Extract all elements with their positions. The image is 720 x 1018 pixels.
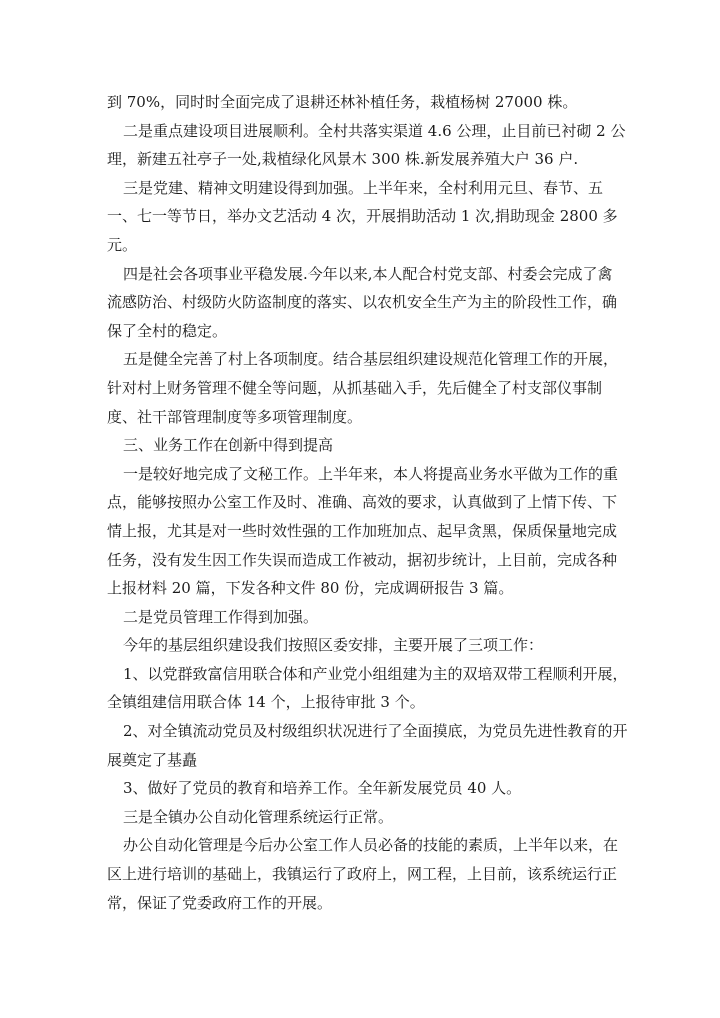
text-line: 展奠定了基矗 [107, 750, 198, 769]
text-line: 四是社会各项事业平稳发展.今年以来,本人配合村党支部、村委会完成了禽 [123, 264, 613, 283]
text-line: 保了全村的稳定。 [107, 321, 228, 340]
text-line: 点，能够按照办公室工作及时、准确、高效的要求，认真做到了上情下传、下 [107, 493, 618, 512]
text-line: 到 70%，同时时全面完成了退耕还林补植任务，栽植杨树 27000 株。 [107, 93, 578, 111]
text-line: 2、对全镇流动党员及村级组织状况进行了全面摸底，为党员先进性教育的开 [123, 722, 628, 741]
text-line: 三是党建、精神文明建设得到加强。上半年来，全村利用元旦、春节、五 [123, 178, 604, 197]
text-line: 度、社干部管理制度等多项管理制度。 [107, 407, 363, 426]
text-line: 一是较好地完成了文秘工作。上半年来，本人将提高业务水平做为工作的重 [123, 464, 619, 483]
text-line: 三、业务工作在创新中得到提高 [123, 436, 334, 455]
text-line: 五是健全完善了村上各项制度。结合基层组织建设规范化管理工作的开展， [123, 350, 619, 369]
text-line: 元。 [107, 235, 138, 254]
body-text [107, 88, 628, 917]
text-line: 针对村上财务管理不健全等问题，从抓基础入手，先后健全了村支部仪事制 [107, 378, 603, 397]
text-line: 1、以党群致富信用联合体和产业党小组组建为主的双培双带工程顺利开展， [123, 664, 628, 683]
text-line: 情上报，尤其是对一些时效性强的工作加班加点、起早贪黑，保质保量地完成 [107, 521, 618, 540]
text-line: 二是党员管理工作得到加强。 [123, 607, 319, 626]
text-line: 一、七一等节日，举办文艺活动 4 次，开展捐助活动 1 次,捐助现金 2800 多 [107, 207, 618, 226]
text-line: 上报材料 20 篇，下发各种文件 80 份，完成调研报告 3 篇。 [107, 579, 514, 598]
text-line: 常，保证了党委政府工作的开展。 [107, 893, 333, 912]
text-line: 二是重点建设项目进展顺利。全村共落实渠道 4.6 公理，止目前已衬砌 2 公 [123, 121, 626, 140]
text-line: 区上进行培训的基础上，我镇运行了政府上，网工程，上目前，该系统运行正 [107, 865, 618, 884]
text-line: 流感防治、村级防火防盗制度的落实、以农机安全生产为主的阶段性工作，确 [107, 293, 618, 312]
text-line: 今年的基层组织建设我们按照区委安排，主要开展了三项工作： [123, 636, 544, 655]
text-line: 全镇组建信用联合体 14 个，上报待审批 3 个。 [107, 693, 425, 712]
text-line: 3、做好了党员的教育和培养工作。全年新发展党员 40 人。 [123, 779, 522, 798]
text-line: 办公自动化管理是今后办公室工作人员必备的技能的素质，上半年以来，在 [123, 836, 619, 855]
text-line: 任务，没有发生因工作失误而造成工作被动，据初步统计，上目前，完成各种 [107, 550, 618, 569]
text-line: 理，新建五社亭子一处,栽植绿化风景木 300 株.新发展养殖大户 36 户. [107, 150, 579, 169]
text-line: 三是全镇办公自动化管理系统运行正常。 [123, 807, 394, 826]
